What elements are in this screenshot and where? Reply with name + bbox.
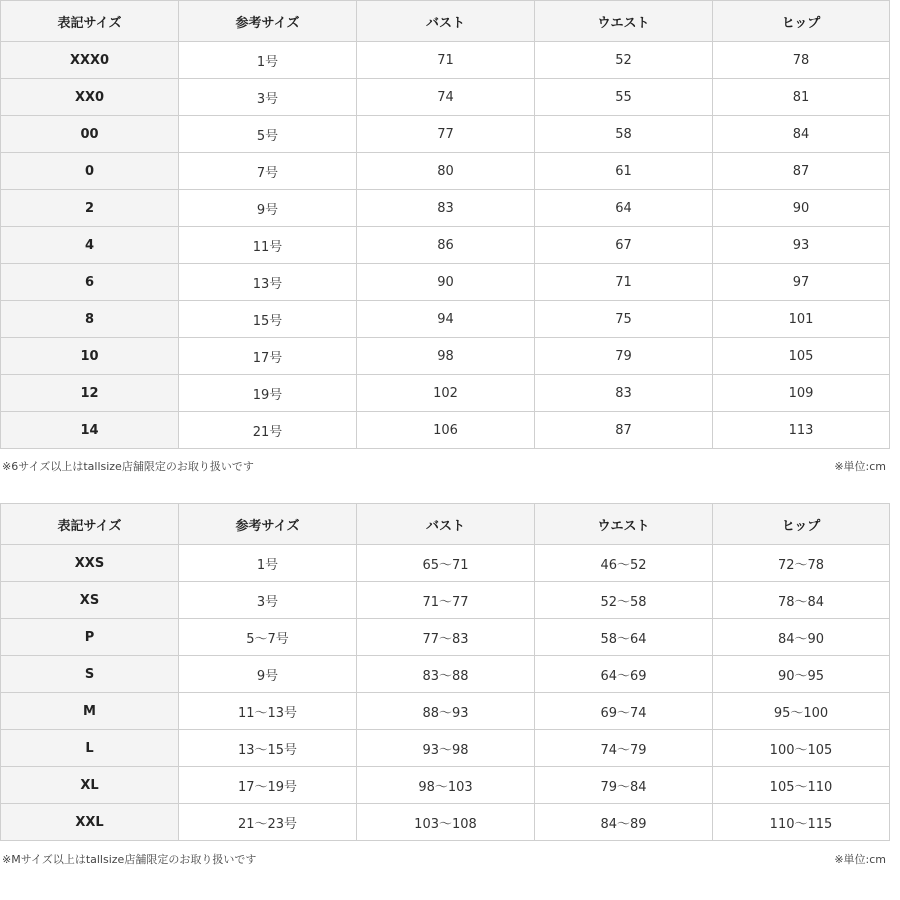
cell-reference-size: 1号: [179, 42, 357, 79]
size-table-numeric: [0, 0, 890, 449]
cell-hip: 78: [713, 42, 890, 79]
header-hip: ヒップ: [713, 504, 890, 545]
cell-bust: 71: [357, 42, 535, 79]
table-row: [1, 79, 890, 116]
table-row: [1, 264, 890, 301]
table-row: [1, 42, 890, 79]
cell-hip: 110〜115: [713, 804, 890, 841]
cell-bust: 74: [357, 79, 535, 116]
table-row: [1, 412, 890, 449]
cell-label-size: P: [1, 619, 179, 656]
cell-hip: 84: [713, 116, 890, 153]
cell-waist: 71: [535, 264, 713, 301]
cell-bust: 83〜88: [357, 656, 535, 693]
header-label-size: 表記サイズ: [1, 1, 179, 42]
cell-reference-size: 1号: [179, 545, 357, 582]
cell-hip: 72〜78: [713, 545, 890, 582]
table-header-row: [1, 504, 890, 545]
cell-reference-size: 3号: [179, 79, 357, 116]
footnote-tallsize: ※6サイズ以上はtallsize店舗限定のお取り扱いです: [2, 460, 254, 473]
cell-reference-size: 9号: [179, 656, 357, 693]
cell-hip: 109: [713, 375, 890, 412]
cell-reference-size: 5〜7号: [179, 619, 357, 656]
cell-reference-size: 19号: [179, 375, 357, 412]
cell-bust: 83: [357, 190, 535, 227]
cell-reference-size: 3号: [179, 582, 357, 619]
table-row: [1, 582, 890, 619]
table-header-row: [1, 1, 890, 42]
cell-reference-size: 21号: [179, 412, 357, 449]
cell-reference-size: 17号: [179, 338, 357, 375]
table-row: [1, 153, 890, 190]
unit-note: ※単位:cm: [834, 853, 886, 866]
cell-hip: 87: [713, 153, 890, 190]
cell-waist: 64〜69: [535, 656, 713, 693]
cell-bust: 93〜98: [357, 730, 535, 767]
cell-hip: 90: [713, 190, 890, 227]
cell-hip: 95〜100: [713, 693, 890, 730]
header-reference-size: 参考サイズ: [179, 1, 357, 42]
table-row: [1, 804, 890, 841]
cell-label-size: XXS: [1, 545, 179, 582]
cell-label-size: XXX0: [1, 42, 179, 79]
cell-hip: 101: [713, 301, 890, 338]
cell-reference-size: 11〜13号: [179, 693, 357, 730]
cell-bust: 90: [357, 264, 535, 301]
cell-waist: 55: [535, 79, 713, 116]
table-row: [1, 767, 890, 804]
cell-bust: 106: [357, 412, 535, 449]
cell-label-size: S: [1, 656, 179, 693]
table-row: [1, 227, 890, 264]
cell-bust: 94: [357, 301, 535, 338]
cell-label-size: 12: [1, 375, 179, 412]
cell-bust: 98〜103: [357, 767, 535, 804]
cell-waist: 79〜84: [535, 767, 713, 804]
cell-reference-size: 7号: [179, 153, 357, 190]
cell-reference-size: 13〜15号: [179, 730, 357, 767]
cell-bust: 86: [357, 227, 535, 264]
cell-bust: 65〜71: [357, 545, 535, 582]
cell-label-size: XXL: [1, 804, 179, 841]
cell-hip: 105: [713, 338, 890, 375]
cell-bust: 103〜108: [357, 804, 535, 841]
cell-reference-size: 5号: [179, 116, 357, 153]
cell-bust: 88〜93: [357, 693, 535, 730]
cell-bust: 77: [357, 116, 535, 153]
cell-label-size: 2: [1, 190, 179, 227]
table-row: [1, 545, 890, 582]
table-row: [1, 116, 890, 153]
cell-hip: 93: [713, 227, 890, 264]
cell-waist: 84〜89: [535, 804, 713, 841]
cell-hip: 81: [713, 79, 890, 116]
cell-waist: 69〜74: [535, 693, 713, 730]
cell-label-size: 6: [1, 264, 179, 301]
cell-waist: 64: [535, 190, 713, 227]
cell-waist: 74〜79: [535, 730, 713, 767]
cell-bust: 80: [357, 153, 535, 190]
header-waist: ウエスト: [535, 1, 713, 42]
size-table-letter: [0, 503, 890, 841]
cell-waist: 58〜64: [535, 619, 713, 656]
header-hip: ヒップ: [713, 1, 890, 42]
cell-label-size: M: [1, 693, 179, 730]
table-row: [1, 656, 890, 693]
table-row: [1, 375, 890, 412]
cell-waist: 83: [535, 375, 713, 412]
cell-reference-size: 11号: [179, 227, 357, 264]
table-row: [1, 693, 890, 730]
cell-waist: 79: [535, 338, 713, 375]
cell-waist: 75: [535, 301, 713, 338]
cell-label-size: 14: [1, 412, 179, 449]
cell-hip: 113: [713, 412, 890, 449]
cell-label-size: XL: [1, 767, 179, 804]
header-reference-size: 参考サイズ: [179, 504, 357, 545]
table-row: [1, 619, 890, 656]
cell-waist: 46〜52: [535, 545, 713, 582]
cell-bust: 77〜83: [357, 619, 535, 656]
cell-reference-size: 15号: [179, 301, 357, 338]
unit-note: ※単位:cm: [834, 460, 886, 473]
cell-reference-size: 9号: [179, 190, 357, 227]
table-row: [1, 301, 890, 338]
cell-reference-size: 21〜23号: [179, 804, 357, 841]
cell-hip: 105〜110: [713, 767, 890, 804]
cell-waist: 87: [535, 412, 713, 449]
header-label-size: 表記サイズ: [1, 504, 179, 545]
cell-waist: 52〜58: [535, 582, 713, 619]
cell-label-size: XX0: [1, 79, 179, 116]
cell-bust: 102: [357, 375, 535, 412]
cell-bust: 98: [357, 338, 535, 375]
cell-label-size: 4: [1, 227, 179, 264]
cell-hip: 100〜105: [713, 730, 890, 767]
cell-label-size: XS: [1, 582, 179, 619]
cell-reference-size: 13号: [179, 264, 357, 301]
cell-waist: 52: [535, 42, 713, 79]
cell-label-size: 0: [1, 153, 179, 190]
header-waist: ウエスト: [535, 504, 713, 545]
cell-hip: 84〜90: [713, 619, 890, 656]
cell-waist: 61: [535, 153, 713, 190]
header-bust: バスト: [357, 1, 535, 42]
table-row: [1, 338, 890, 375]
cell-waist: 58: [535, 116, 713, 153]
cell-hip: 78〜84: [713, 582, 890, 619]
header-bust: バスト: [357, 504, 535, 545]
cell-label-size: 8: [1, 301, 179, 338]
cell-waist: 67: [535, 227, 713, 264]
cell-hip: 97: [713, 264, 890, 301]
footnote-tallsize: ※Mサイズ以上はtallsize店舗限定のお取り扱いです: [2, 853, 257, 866]
table-row: [1, 730, 890, 767]
cell-label-size: 10: [1, 338, 179, 375]
cell-label-size: L: [1, 730, 179, 767]
cell-label-size: 00: [1, 116, 179, 153]
table-row: [1, 190, 890, 227]
cell-reference-size: 17〜19号: [179, 767, 357, 804]
cell-bust: 71〜77: [357, 582, 535, 619]
cell-hip: 90〜95: [713, 656, 890, 693]
